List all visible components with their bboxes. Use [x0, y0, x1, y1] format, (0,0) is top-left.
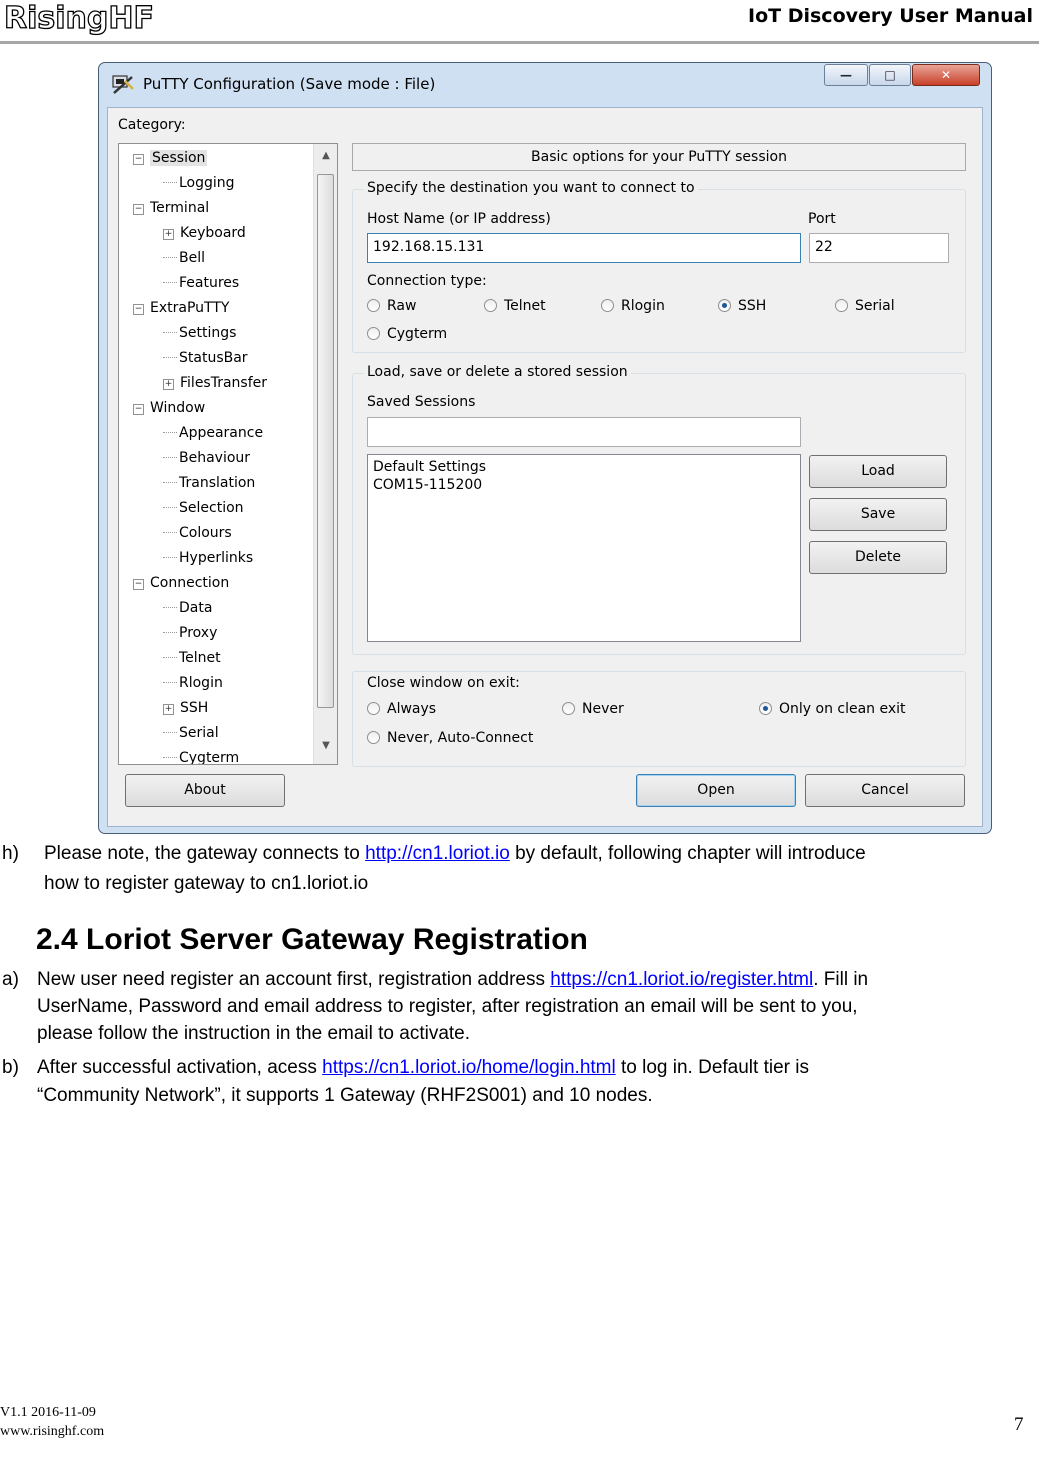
tree-connector — [163, 607, 177, 608]
radio-circle-icon[interactable] — [601, 299, 614, 312]
tree-item-proxy[interactable] — [163, 622, 217, 644]
tree-item-statusbar[interactable] — [163, 347, 248, 369]
tree-item-label: Terminal — [150, 200, 210, 216]
collapse-icon[interactable]: − — [134, 304, 143, 314]
radio-circle-icon[interactable] — [367, 702, 380, 715]
window-title: PuTTY Configuration (Save mode : File) — [143, 75, 436, 93]
login-link[interactable]: https://cn1.loriot.io/home/login.html — [322, 1057, 616, 1078]
putty-app-icon — [111, 73, 135, 95]
radio-label: Cygterm — [387, 326, 448, 342]
tree-item-label: Settings — [179, 325, 237, 341]
tree-item-label: Colours — [179, 525, 232, 541]
scroll-thumb[interactable] — [317, 174, 334, 708]
loriot-link[interactable]: http://cn1.loriot.io — [365, 843, 510, 864]
tree-connector — [163, 632, 177, 633]
item-b-text: After successful activation, acess — [37, 1057, 323, 1078]
title-bar[interactable] — [99, 63, 991, 107]
tree-item-label: Session — [152, 150, 206, 166]
radio-circle-icon[interactable] — [484, 299, 497, 312]
stored-session-group-label: Load, save or delete a stored session — [364, 364, 631, 380]
radio-circle-icon[interactable] — [367, 731, 380, 744]
item-a-line3: please follow the instruction in the email to activate. — [37, 1023, 471, 1044]
radio-circle-icon[interactable] — [718, 299, 731, 312]
item-b-line1 — [37, 1056, 809, 1080]
tree-item-label: FilesTransfer — [180, 375, 268, 391]
close-radio-never-auto-connect[interactable] — [367, 728, 533, 748]
tree-item-label: Data — [179, 600, 213, 616]
connection-radio-rlogin[interactable] — [601, 296, 665, 316]
section-heading: 2.4 Loriot Server Gateway Registration — [36, 923, 588, 956]
close-radio-never[interactable] — [562, 699, 624, 719]
tree-connector — [163, 507, 177, 508]
tree-item-filestransfer[interactable] — [163, 372, 267, 394]
maximize-button[interactable]: □ — [869, 64, 911, 86]
note-h-line1 — [44, 842, 1039, 866]
tree-item-label: Rlogin — [179, 675, 223, 691]
tree-connector — [163, 732, 177, 733]
company-logo: RisingHF — [4, 1, 154, 36]
tree-connector — [163, 257, 177, 258]
tree-item-colours[interactable] — [163, 522, 232, 544]
item-b-line2: “Community Network”, it supports 1 Gateway (RHF2S001) and 10 nodes. — [37, 1085, 653, 1106]
load-button[interactable]: Load — [809, 455, 947, 488]
expand-icon[interactable]: + — [164, 379, 173, 389]
tree-item-connection[interactable] — [133, 572, 229, 594]
tree-item-label: Keyboard — [180, 225, 246, 241]
close-radio-only-on-clean-exit[interactable] — [759, 699, 906, 719]
tree-item-label: StatusBar — [179, 350, 248, 366]
tree-item-label: Bell — [179, 250, 205, 266]
collapse-icon[interactable]: − — [134, 204, 143, 214]
host-label: Host Name (or IP address) — [367, 211, 551, 227]
tree-item-appearance[interactable] — [163, 422, 263, 444]
collapse-icon[interactable]: − — [134, 579, 143, 589]
connection-radio-cygterm[interactable] — [367, 324, 447, 344]
dialog-client-area — [107, 107, 983, 827]
category-label: Category: — [118, 117, 186, 133]
tree-connector — [163, 557, 177, 558]
tree-item-label: Proxy — [179, 625, 218, 641]
tree-item-session[interactable] — [133, 147, 207, 169]
expand-icon[interactable]: + — [164, 704, 173, 714]
radio-label: Never — [582, 701, 624, 717]
radio-label: Only on clean exit — [779, 701, 906, 717]
radio-circle-icon[interactable] — [835, 299, 848, 312]
port-input[interactable]: 22 — [809, 233, 949, 263]
tree-item-label: Logging — [179, 175, 235, 191]
port-label: Port — [808, 211, 836, 227]
radio-label: Raw — [387, 298, 417, 314]
tree-item-label: ExtraPuTTY — [150, 300, 230, 316]
tree-item-label: Features — [179, 275, 240, 291]
minimize-button[interactable]: — — [824, 64, 868, 86]
item-b-marker: b) — [2, 1057, 19, 1078]
close-button[interactable]: ✕ — [912, 64, 980, 86]
tree-item-label: Behaviour — [179, 450, 251, 466]
tree-connector — [163, 482, 177, 483]
session-list-item[interactable]: Default Settings — [373, 459, 487, 475]
tree-item-features[interactable] — [163, 272, 239, 294]
tree-item-terminal[interactable] — [133, 197, 209, 219]
scroll-up-icon[interactable]: ▲ — [322, 150, 330, 161]
tree-item-serial[interactable] — [163, 722, 219, 744]
category-tree[interactable] — [118, 143, 338, 765]
open-button[interactable]: Open — [636, 774, 796, 807]
tree-item-rlogin[interactable] — [163, 672, 223, 694]
save-button[interactable]: Save — [809, 498, 947, 531]
close-radio-always[interactable] — [367, 699, 436, 719]
radio-circle-icon[interactable] — [562, 702, 575, 715]
tree-item-label: Selection — [179, 500, 244, 516]
note-h-marker: h) — [2, 843, 19, 864]
collapse-icon[interactable]: − — [134, 154, 143, 164]
item-a-marker: a) — [2, 969, 19, 990]
scroll-down-icon[interactable]: ▼ — [322, 740, 330, 751]
destination-group-label: Specify the destination you want to connect to — [364, 180, 698, 196]
tree-item-cygterm[interactable] — [163, 747, 239, 765]
tree-item-selection[interactable] — [163, 497, 244, 519]
saved-sessions-label: Saved Sessions — [367, 394, 476, 410]
tree-connector — [163, 757, 177, 758]
tree-item-telnet[interactable] — [163, 647, 221, 669]
radio-label: Serial — [855, 298, 895, 314]
radio-circle-icon[interactable] — [367, 299, 380, 312]
tree-item-extraputty[interactable] — [133, 297, 229, 319]
manual-title: IoT Discovery User Manual — [748, 5, 1033, 27]
tree-item-behaviour[interactable] — [163, 447, 250, 469]
expand-icon[interactable]: + — [164, 229, 173, 239]
radio-label: SSH — [738, 298, 767, 314]
radio-label: Telnet — [504, 298, 546, 314]
radio-circle-icon[interactable] — [759, 702, 772, 715]
delete-button[interactable]: Delete — [809, 541, 947, 574]
item-a-text: New user need register an account first, registration address — [37, 969, 551, 990]
tree-connector — [163, 532, 177, 533]
tree-connector — [163, 282, 177, 283]
tree-connector — [163, 357, 177, 358]
tree-item-label: Cygterm — [179, 750, 240, 765]
tree-item-window[interactable] — [133, 397, 205, 419]
tree-item-translation[interactable] — [163, 472, 255, 494]
footer-website: www.risinghf.com — [0, 1424, 105, 1439]
tree-item-label: Appearance — [179, 425, 264, 441]
note-h-line2: how to register gateway to cn1.loriot.io — [44, 873, 369, 894]
connection-radio-serial[interactable] — [835, 296, 895, 316]
close-on-exit-label: Close window on exit: — [367, 675, 520, 691]
tree-item-hyperlinks[interactable] — [163, 547, 253, 569]
radio-label: Always — [387, 701, 437, 717]
session-banner: Basic options for your PuTTY session — [352, 143, 966, 171]
tree-connector — [163, 182, 177, 183]
connection-type-label: Connection type: — [367, 273, 487, 289]
sessions-listbox[interactable] — [367, 454, 801, 642]
tree-item-ssh[interactable] — [163, 697, 208, 719]
saved-sessions-input[interactable] — [367, 417, 801, 447]
tree-item-settings[interactable] — [163, 322, 236, 344]
host-input[interactable]: 192.168.15.131 — [367, 233, 801, 263]
tree-item-data[interactable] — [163, 597, 212, 619]
tree-connector — [163, 332, 177, 333]
tree-connector — [163, 457, 177, 458]
tree-item-label: Window — [150, 400, 206, 416]
item-b-text-after: to log in. Default tier is — [615, 1057, 809, 1078]
tree-item-keyboard[interactable] — [163, 222, 246, 244]
register-link[interactable]: https://cn1.loriot.io/register.html — [550, 969, 814, 990]
connection-radio-telnet[interactable] — [484, 296, 546, 316]
collapse-icon[interactable]: − — [134, 404, 143, 414]
tree-item-label: Serial — [179, 725, 219, 741]
radio-circle-icon[interactable] — [367, 327, 380, 340]
about-button[interactable]: About — [125, 774, 285, 807]
item-a-line2: UserName, Password and email address to register, after registration an email will be sent to you, — [37, 996, 858, 1017]
tree-item-label: Hyperlinks — [179, 550, 254, 566]
connection-radio-ssh[interactable] — [718, 296, 766, 316]
tree-item-label: Translation — [179, 475, 256, 491]
session-list-item[interactable]: COM15-115200 — [373, 477, 483, 493]
footer-version: V1.1 2016-11-09 — [0, 1405, 96, 1420]
tree-item-bell[interactable] — [163, 247, 205, 269]
putty-window — [98, 62, 992, 834]
tree-connector — [163, 657, 177, 658]
tree-item-label: Telnet — [179, 650, 221, 666]
connection-radio-raw[interactable] — [367, 296, 416, 316]
note-h-text: Please note, the gateway connects to — [44, 843, 366, 864]
tree-item-logging[interactable] — [163, 172, 235, 194]
tree-scrollbar[interactable] — [313, 144, 338, 764]
note-h-text-after: by default, following chapter will introduce — [509, 843, 866, 864]
cancel-button[interactable]: Cancel — [805, 774, 965, 807]
tree-item-label: SSH — [180, 700, 209, 716]
tree-connector — [163, 432, 177, 433]
radio-label: Never, Auto-Connect — [387, 730, 534, 746]
item-a-text-after: . Fill in — [813, 969, 869, 990]
tree-connector — [163, 682, 177, 683]
item-a-line1 — [37, 968, 868, 992]
page-number: 7 — [1014, 1414, 1024, 1435]
radio-label: Rlogin — [621, 298, 665, 314]
tree-item-label: Connection — [150, 575, 230, 591]
header-divider — [0, 41, 1039, 44]
